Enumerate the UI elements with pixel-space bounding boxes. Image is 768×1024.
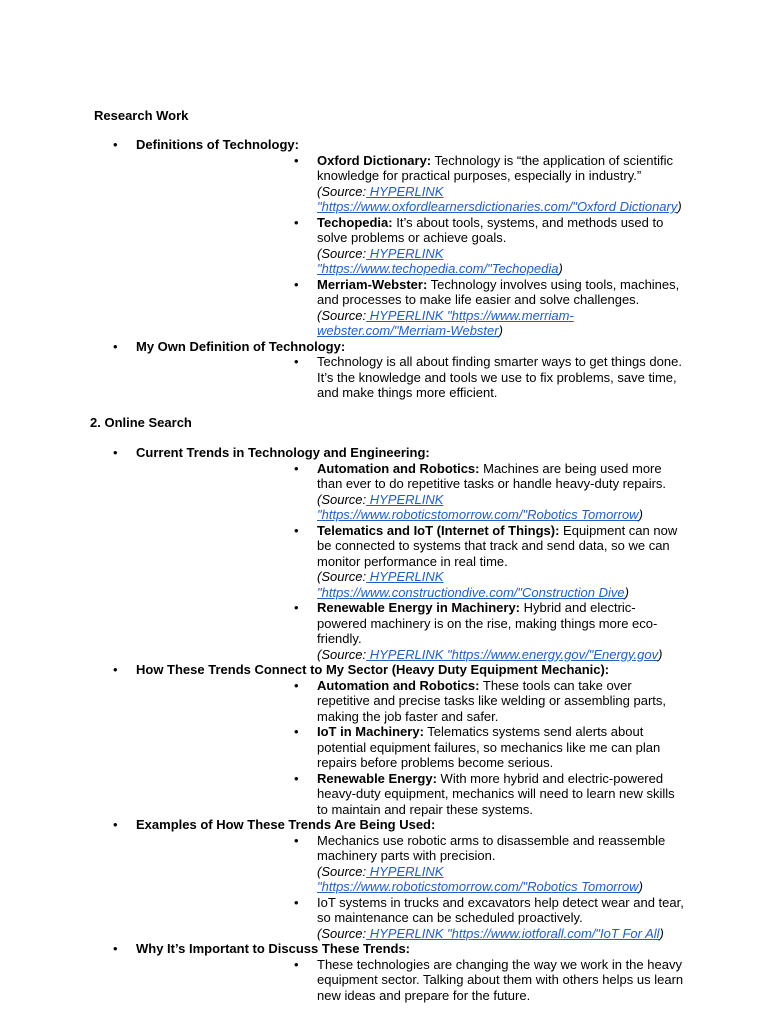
source-prefix: (Source: bbox=[317, 863, 367, 879]
sub-list-item bbox=[136, 277, 768, 339]
list-item bbox=[0, 817, 768, 941]
bullet-icon: • bbox=[113, 817, 118, 832]
bullet-icon: • bbox=[113, 137, 118, 152]
bullet-icon: • bbox=[294, 956, 299, 972]
bullet-icon: • bbox=[113, 662, 118, 677]
bullet-icon: • bbox=[113, 941, 118, 956]
bullet-icon: • bbox=[294, 600, 299, 615]
online-search-list bbox=[0, 445, 768, 1003]
bullet-icon: • bbox=[294, 276, 299, 292]
source-suffix: ) bbox=[638, 879, 643, 894]
source-citation bbox=[317, 308, 684, 339]
bullet-icon: • bbox=[113, 445, 118, 460]
item-text: IoT systems in trucks and excavators help detect wear and tear, so maintenance can be scheduled proactively. bbox=[317, 894, 684, 925]
item-text: Hybrid and electric-powered machinery is on the rise, making things more eco-friendly. bbox=[317, 600, 658, 646]
source-prefix: (Source: bbox=[317, 307, 367, 323]
item-text: Mechanics use robotic arms to disassemble and reassemble machinery parts with precision. bbox=[317, 832, 666, 863]
list-item bbox=[0, 339, 768, 401]
bullet-icon: • bbox=[294, 152, 299, 168]
bullet-icon: • bbox=[294, 522, 299, 538]
list-item bbox=[0, 941, 768, 1003]
source-prefix: (Source: bbox=[317, 491, 367, 507]
sub-list-item bbox=[136, 678, 768, 725]
term-label: Merriam-Webster: bbox=[317, 276, 428, 292]
item-text: Technology is “the application of scientific knowledge for practical purposes, especially in industry.” bbox=[317, 152, 673, 183]
source-citation bbox=[317, 864, 684, 895]
source-citation bbox=[317, 492, 684, 523]
sub-list-item bbox=[136, 215, 768, 277]
sub-list-item bbox=[136, 461, 768, 523]
bullet-icon: • bbox=[294, 894, 299, 910]
source-link[interactable]: HYPERLINK "https://www.constructiondive.com/"Construction Dive bbox=[317, 569, 625, 600]
item-text: It’s about tools, systems, and methods used to solve problems or achieve goals. bbox=[317, 214, 664, 245]
item-text: These technologies are changing the way we work in the heavy equipment sector. Talking about them with others helps us learn new ideas and prepare for the future. bbox=[317, 956, 684, 1003]
list-item bbox=[0, 137, 768, 339]
sub-list-item bbox=[136, 600, 768, 662]
source-prefix: (Source: bbox=[317, 245, 367, 261]
term-label: Telematics and IoT (Internet of Things): bbox=[317, 522, 560, 538]
source-citation bbox=[317, 184, 684, 215]
list-item bbox=[0, 662, 768, 817]
source-suffix: ) bbox=[558, 261, 563, 276]
item-text: Technology is all about finding smarter ways to get things done. It’s the knowledge and tools we use to fix problems, save time, and make things more efficient. bbox=[317, 354, 682, 400]
sub-list bbox=[136, 833, 768, 942]
source-prefix: (Source: bbox=[317, 183, 367, 199]
term-label: Oxford Dictionary: bbox=[317, 152, 432, 168]
sub-list bbox=[136, 153, 768, 339]
source-link[interactable]: HYPERLINK "https://www.roboticstomorrow.com/"Robotics Tomorrow bbox=[317, 491, 639, 522]
list-item-title: Examples of How These Trends Are Being Used: bbox=[136, 817, 436, 832]
section-heading-online-search: 2. Online Search bbox=[90, 415, 192, 430]
source-link[interactable]: HYPERLINK "https://www.energy.gov/"Energy.gov bbox=[366, 646, 659, 662]
source-link[interactable]: HYPERLINK "https://www.merriam-webster.com/"Merriam-Webster bbox=[317, 307, 574, 338]
sub-list bbox=[136, 461, 768, 663]
sub-list-item bbox=[136, 523, 768, 601]
term-label: Renewable Energy in Machinery: bbox=[317, 600, 521, 615]
term-label: Techopedia: bbox=[317, 214, 393, 230]
item-text: Machines are being used more than ever to do repetitive tasks or handle heavy-duty repairs. bbox=[317, 460, 667, 491]
source-suffix: ) bbox=[677, 199, 682, 214]
bullet-icon: • bbox=[294, 724, 299, 739]
item-text: With more hybrid and electric-powered heavy-duty equipment, mechanics will need to learn new skills to maintain and repair these systems. bbox=[317, 770, 675, 817]
sub-list bbox=[136, 354, 768, 401]
bullet-icon: • bbox=[294, 770, 299, 786]
item-text: Equipment can now be connected to systems that track and send data, so we can monitor performance in real time. bbox=[317, 522, 678, 569]
sub-list-item bbox=[136, 833, 768, 895]
bullet-icon: • bbox=[294, 832, 299, 848]
list-item-title: How These Trends Connect to My Sector (Heavy Duty Equipment Mechanic): bbox=[136, 662, 610, 677]
sub-list-item bbox=[136, 354, 768, 401]
list-item-title: Definitions of Technology: bbox=[136, 137, 299, 152]
bullet-icon: • bbox=[113, 338, 118, 354]
sub-list bbox=[136, 678, 768, 818]
sub-list-item bbox=[136, 153, 768, 215]
source-link[interactable]: HYPERLINK "https://www.roboticstomorrow.com/"Robotics Tomorrow bbox=[317, 863, 639, 894]
sub-list-item bbox=[136, 771, 768, 818]
source-citation bbox=[317, 926, 684, 942]
source-suffix: ) bbox=[638, 507, 643, 522]
term-label: IoT in Machinery: bbox=[317, 724, 424, 739]
source-suffix: ) bbox=[659, 925, 664, 941]
source-suffix: ) bbox=[498, 323, 503, 338]
research-work-list bbox=[0, 137, 768, 401]
source-link[interactable]: HYPERLINK "https://www.oxfordlearnersdictionaries.com/"Oxford Dictionary bbox=[317, 183, 678, 214]
list-item-title: My Own Definition of Technology: bbox=[136, 338, 346, 354]
bullet-icon: • bbox=[294, 354, 299, 369]
term-label: Automation and Robotics: bbox=[317, 677, 480, 693]
bullet-icon: • bbox=[294, 214, 299, 230]
item-text: Telematics systems send alerts about potential equipment failures, so mechanics like me can plan repairs before problems become serious. bbox=[317, 724, 661, 770]
sub-list-item bbox=[136, 895, 768, 942]
source-prefix: (Source: bbox=[317, 569, 367, 584]
item-text: These tools can take over repetitive and precise tasks like welding or assembling parts, making the job faster and safer. bbox=[317, 677, 667, 724]
item-text: Technology involves using tools, machines, and processes to make life easier and solve challenges. bbox=[317, 276, 680, 307]
source-prefix: (Source: bbox=[317, 925, 367, 941]
source-prefix: (Source: bbox=[317, 646, 367, 662]
term-label: Automation and Robotics: bbox=[317, 460, 480, 476]
list-item bbox=[0, 445, 768, 662]
bullet-icon: • bbox=[294, 677, 299, 693]
bullet-icon: • bbox=[294, 460, 299, 476]
source-citation bbox=[317, 569, 684, 600]
list-item-title: Why It’s Important to Discuss These Trends: bbox=[136, 941, 411, 956]
section-heading-research-work: Research Work bbox=[94, 108, 189, 123]
list-item-title: Current Trends in Technology and Engineering: bbox=[136, 445, 430, 460]
source-link[interactable]: HYPERLINK "https://www.iotforall.com/"IoT For All bbox=[366, 925, 660, 941]
source-link[interactable]: HYPERLINK "https://www.techopedia.com/"Techopedia bbox=[317, 245, 559, 276]
term-label: Renewable Energy: bbox=[317, 770, 437, 786]
source-suffix: ) bbox=[624, 584, 629, 600]
source-citation bbox=[317, 647, 684, 663]
sub-list-item bbox=[136, 957, 768, 1004]
sub-list-item bbox=[136, 724, 768, 771]
sub-list bbox=[136, 957, 768, 1004]
source-suffix: ) bbox=[658, 646, 663, 662]
source-citation bbox=[317, 246, 684, 277]
